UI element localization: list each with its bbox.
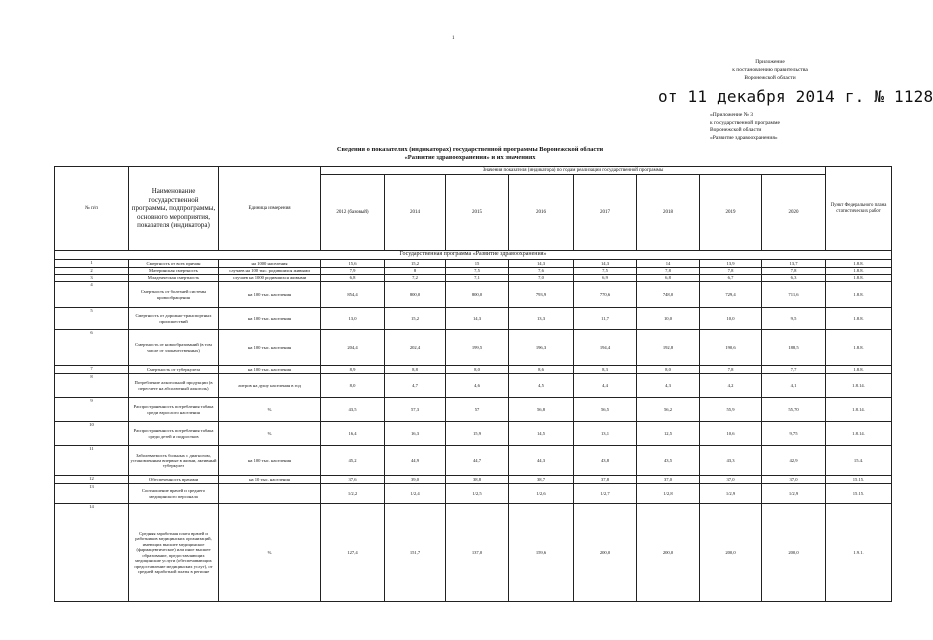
value-cell: 854,4 xyxy=(321,282,385,308)
value-cell: 37,6 xyxy=(321,476,385,484)
value-cell: 56,2 xyxy=(637,398,700,422)
value-cell: 55,70 xyxy=(762,398,826,422)
unit-cell: % xyxy=(219,398,321,422)
value-cell: 196,3 xyxy=(509,330,574,366)
value-cell: 8,0 xyxy=(321,374,385,398)
value-cell: 151,7 xyxy=(385,504,446,602)
table-row xyxy=(55,504,892,602)
value-cell: 8,0 xyxy=(637,366,700,374)
federal-plan-cell: 1.8.8. xyxy=(826,275,892,282)
value-cell: 16,3 xyxy=(385,422,446,446)
table-row xyxy=(55,308,892,330)
header-line: Воронежской области xyxy=(744,75,796,81)
value-cell: 6,9 xyxy=(574,275,637,282)
value-cell: 800,0 xyxy=(446,282,509,308)
value-cell: 13,9 xyxy=(700,260,762,268)
federal-plan-cell: 1.8.8. xyxy=(826,268,892,275)
value-cell: 42,9 xyxy=(762,446,826,476)
value-cell: 6,7 xyxy=(700,275,762,282)
value-cell: 15,6 xyxy=(321,260,385,268)
value-cell: 8,3 xyxy=(574,366,637,374)
indicator-name-cell: Заболеваемость больных с диагнозом, установленным впервые в жизни, активный туберкулез xyxy=(129,446,219,476)
indicator-name-cell: Средняя заработная плата врачей и работников медицинских организаций, имеющих высшее медицинское (фармацевтическое) или иное высшее образование, предоставляющих медицинские услуги (обеспечивающих предоставление медицинских услуг), от средней заработной платы в регионе xyxy=(129,504,219,602)
value-cell: 1/2,9 xyxy=(700,484,762,504)
table-row xyxy=(55,446,892,476)
value-cell: 45,2 xyxy=(321,446,385,476)
value-cell: 6,8 xyxy=(321,275,385,282)
year-header: 2014 xyxy=(385,175,446,251)
value-cell: 200,0 xyxy=(637,504,700,602)
value-cell: 8,6 xyxy=(509,366,574,374)
value-cell: 190,6 xyxy=(700,330,762,366)
table-row xyxy=(55,398,892,422)
value-cell: 14,3 xyxy=(446,308,509,330)
indicator-name-cell: Смертность от новообразований (в том числе от злокачественных) xyxy=(129,330,219,366)
row-number-cell: 5 xyxy=(55,308,129,330)
table-row xyxy=(55,330,892,366)
federal-plan-cell: 1.8.14. xyxy=(826,374,892,398)
value-cell: 7,8 xyxy=(637,268,700,275)
value-cell: 4,7 xyxy=(385,374,446,398)
value-cell: 12,5 xyxy=(637,422,700,446)
unit-cell: на 100 тыс. населения xyxy=(219,366,321,374)
value-cell: 55,9 xyxy=(700,398,762,422)
value-cell: 10,0 xyxy=(637,308,700,330)
value-cell: 14,3 xyxy=(509,260,574,268)
value-cell: 44,7 xyxy=(446,446,509,476)
table-row xyxy=(55,260,892,268)
unit-cell: на 100 тыс. населения xyxy=(219,446,321,476)
value-cell: 159,6 xyxy=(509,504,574,602)
year-header: 2016 xyxy=(509,175,574,251)
value-cell: 4,1 xyxy=(762,374,826,398)
value-cell: 202,4 xyxy=(385,330,446,366)
value-cell: 38,7 xyxy=(509,476,574,484)
unit-cell: случаев на 1000 родившихся живыми xyxy=(219,275,321,282)
value-cell: 1/2,8 xyxy=(637,484,700,504)
federal-plan-cell: 1.8.8. xyxy=(826,282,892,308)
federal-plan-cell: 1.8.8. xyxy=(826,330,892,366)
indicator-name-cell: Смертность от дорожно-транспортных происшествий xyxy=(129,308,219,330)
value-cell: 8 xyxy=(385,268,446,275)
value-cell: 127,4 xyxy=(321,504,385,602)
appendix-line: «Развитие здравоохранения» xyxy=(710,134,778,141)
value-cell: 11,7 xyxy=(574,308,637,330)
federal-plan-cell: 1.8.14. xyxy=(826,422,892,446)
value-cell: 4,6 xyxy=(446,374,509,398)
col-header-name: Наименование государственной программы, подпрограммы, основного мероприятия, показателя (индикатора) xyxy=(129,167,219,251)
value-cell: 44,9 xyxy=(385,446,446,476)
value-cell: 57 xyxy=(446,398,509,422)
value-cell: 9,75 xyxy=(762,422,826,446)
unit-cell: на 100 тыс. населения xyxy=(219,330,321,366)
table-row xyxy=(55,268,892,275)
appendix-line: к государственной программе xyxy=(710,119,780,126)
indicators-table xyxy=(54,166,892,602)
value-cell: 57,3 xyxy=(385,398,446,422)
value-cell: 200,0 xyxy=(762,504,826,602)
col-header-num: № п/п xyxy=(55,167,129,251)
row-number-cell: 2 xyxy=(55,268,129,275)
value-cell: 192,8 xyxy=(637,330,700,366)
value-cell: 56,8 xyxy=(509,398,574,422)
value-cell: 200,0 xyxy=(574,504,637,602)
value-cell: 38,8 xyxy=(446,476,509,484)
federal-plan-cell: 1.8.8. xyxy=(826,260,892,268)
indicator-name-cell: Соотношение врачей и среднего медицинского персонала xyxy=(129,484,219,504)
value-cell: 793,9 xyxy=(509,282,574,308)
value-cell: 7,8 xyxy=(762,268,826,275)
value-cell: 4,4 xyxy=(574,374,637,398)
col-header-federal: Пункт Федерального плана статистических работ xyxy=(826,167,892,251)
value-cell: 14,3 xyxy=(574,260,637,268)
value-cell: 16,4 xyxy=(321,422,385,446)
unit-cell: на 10 тыс. населения xyxy=(219,476,321,484)
value-cell: 44,3 xyxy=(509,446,574,476)
page-number: 1 xyxy=(452,36,455,41)
row-number-cell: 13 xyxy=(55,484,129,504)
value-cell: 37,0 xyxy=(700,476,762,484)
header-line: Приложение xyxy=(755,59,785,65)
row-number-cell: 3 xyxy=(55,275,129,282)
value-cell: 37,0 xyxy=(762,476,826,484)
federal-plan-cell: 15.4. xyxy=(826,446,892,476)
value-cell: 37,0 xyxy=(637,476,700,484)
row-number-cell: 11 xyxy=(55,446,129,476)
row-number-cell: 12 xyxy=(55,476,129,484)
value-cell: 10,6 xyxy=(700,422,762,446)
federal-plan-cell: 15.15. xyxy=(826,476,892,484)
value-cell: 7,6 xyxy=(509,268,574,275)
date-stamp: от 11 декабря 2014 г. № 1128 xyxy=(658,87,933,106)
unit-cell: на 1000 населения xyxy=(219,260,321,268)
value-cell: 15,2 xyxy=(385,308,446,330)
row-number-cell: 9 xyxy=(55,398,129,422)
row-number-cell: 14 xyxy=(55,504,129,602)
indicator-name-cell: Смертность от всех причин xyxy=(129,260,219,268)
value-cell: 1/2,5 xyxy=(446,484,509,504)
value-cell: 7,8 xyxy=(700,268,762,275)
row-number-cell: 7 xyxy=(55,366,129,374)
table-row xyxy=(55,484,892,504)
indicator-name-cell: Смертность от туберкулеза xyxy=(129,366,219,374)
value-cell: 43,5 xyxy=(321,398,385,422)
year-header: 2017 xyxy=(574,175,637,251)
program-row: Государственная программа «Развитие здравоохранения» xyxy=(55,251,892,260)
indicator-name-cell: Обеспеченность врачами xyxy=(129,476,219,484)
unit-cell xyxy=(219,484,321,504)
title-line: «Развитие здравоохранения» и их значениях xyxy=(404,154,536,161)
value-cell: 199,5 xyxy=(446,330,509,366)
header-line: к постановлению правительства xyxy=(732,67,808,73)
value-cell: 729,4 xyxy=(700,282,762,308)
federal-plan-cell: 1.9.1. xyxy=(826,504,892,602)
indicator-name-cell: Потребление алкогольной продукции (в пересчете на абсолютный алкоголь) xyxy=(129,374,219,398)
table-row xyxy=(55,422,892,446)
value-cell: 39,0 xyxy=(385,476,446,484)
value-cell: 7,7 xyxy=(762,366,826,374)
indicator-name-cell: Распространенность потребления табака среди взрослого населения xyxy=(129,398,219,422)
value-cell: 13,0 xyxy=(321,308,385,330)
federal-plan-cell: 1.8.14. xyxy=(826,398,892,422)
row-number-cell: 4 xyxy=(55,282,129,308)
federal-plan-cell: 15.15. xyxy=(826,484,892,504)
year-header: 2020 xyxy=(762,175,826,251)
value-cell: 4,5 xyxy=(509,374,574,398)
value-cell: 7,1 xyxy=(446,275,509,282)
value-cell: 43,3 xyxy=(700,446,762,476)
value-cell: 13,7 xyxy=(762,260,826,268)
col-header-values: Значения показателя (индикатора) по годам реализации государственной программы xyxy=(321,167,826,175)
value-cell: 15,2 xyxy=(385,260,446,268)
appendix-line: «Приложение № 3 xyxy=(710,112,754,118)
unit-cell: на 100 тыс. населения xyxy=(219,282,321,308)
unit-cell: случаев на 100 тыс. родившихся живыми xyxy=(219,268,321,275)
unit-cell: % xyxy=(219,422,321,446)
value-cell: 1/2,4 xyxy=(385,484,446,504)
title-line: Сведения о показателях (индикаторах) государственной программы Воронежской области xyxy=(336,146,604,153)
year-header: 2015 xyxy=(446,175,509,251)
value-cell: 1/2,9 xyxy=(762,484,826,504)
header-block xyxy=(700,58,840,82)
value-cell: 4,3 xyxy=(637,374,700,398)
unit-cell: на 100 тыс. населения xyxy=(219,308,321,330)
row-number-cell: 10 xyxy=(55,422,129,446)
value-cell: 7,5 xyxy=(446,268,509,275)
value-cell: 56,5 xyxy=(574,398,637,422)
document-title xyxy=(250,146,690,162)
table-row xyxy=(55,476,892,484)
value-cell: 4,2 xyxy=(700,374,762,398)
indicator-name-cell: Смертность от болезней системы кровообращения xyxy=(129,282,219,308)
value-cell: 7,0 xyxy=(509,275,574,282)
year-header: 2012 (базовый) xyxy=(321,175,385,251)
value-cell: 43,8 xyxy=(574,446,637,476)
value-cell: 9,5 xyxy=(762,308,826,330)
value-cell: 200,0 xyxy=(700,504,762,602)
row-number-cell: 6 xyxy=(55,330,129,366)
value-cell: 137,0 xyxy=(446,504,509,602)
value-cell: 15 xyxy=(446,260,509,268)
indicator-name-cell: Младенческая смертность xyxy=(129,275,219,282)
table-row xyxy=(55,374,892,398)
value-cell: 7,8 xyxy=(700,366,762,374)
value-cell: 188,5 xyxy=(762,330,826,366)
value-cell: 8,9 xyxy=(321,366,385,374)
value-cell: 43,5 xyxy=(637,446,700,476)
value-cell: 770,6 xyxy=(574,282,637,308)
value-cell: 8,8 xyxy=(385,366,446,374)
federal-plan-cell: 1.8.8. xyxy=(826,308,892,330)
value-cell: 7,9 xyxy=(321,268,385,275)
value-cell: 13,1 xyxy=(574,422,637,446)
value-cell: 711,6 xyxy=(762,282,826,308)
value-cell: 6,3 xyxy=(762,275,826,282)
year-header: 2019 xyxy=(700,175,762,251)
indicator-name-cell: Материнская смертность xyxy=(129,268,219,275)
value-cell: 6,8 xyxy=(637,275,700,282)
federal-plan-cell: 1.8.8. xyxy=(826,366,892,374)
col-header-unit: Единица измерения xyxy=(219,167,321,251)
appendix-block xyxy=(710,112,850,142)
value-cell: 204,4 xyxy=(321,330,385,366)
value-cell: 1/2,7 xyxy=(574,484,637,504)
value-cell: 14,5 xyxy=(509,422,574,446)
table-row xyxy=(55,366,892,374)
year-header: 2018 xyxy=(637,175,700,251)
unit-cell: % xyxy=(219,504,321,602)
value-cell: 800,0 xyxy=(385,282,446,308)
value-cell: 194,4 xyxy=(574,330,637,366)
value-cell: 748,0 xyxy=(637,282,700,308)
value-cell: 10,0 xyxy=(700,308,762,330)
indicator-name-cell: Распространенность потребления табака среди детей и подростков xyxy=(129,422,219,446)
unit-cell: литров на душу населения в год xyxy=(219,374,321,398)
row-number-cell: 1 xyxy=(55,260,129,268)
value-cell: 14 xyxy=(637,260,700,268)
row-number-cell: 8 xyxy=(55,374,129,398)
table-row xyxy=(55,282,892,308)
value-cell: 13,3 xyxy=(509,308,574,330)
value-cell: 8,0 xyxy=(446,366,509,374)
value-cell: 7,5 xyxy=(574,268,637,275)
value-cell: 1/2,6 xyxy=(509,484,574,504)
appendix-line: Воронежской области xyxy=(710,127,762,133)
value-cell: 1/2,2 xyxy=(321,484,385,504)
value-cell: 15,9 xyxy=(446,422,509,446)
value-cell: 37,8 xyxy=(574,476,637,484)
table-row xyxy=(55,275,892,282)
value-cell: 7,2 xyxy=(385,275,446,282)
